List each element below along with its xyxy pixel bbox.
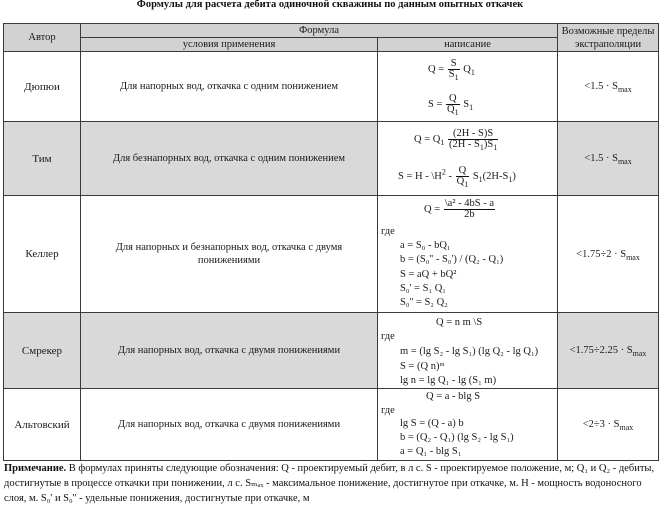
limit-cell: $<1.75\div 2 \cdot S_{max}$ (558, 196, 659, 313)
formula-line: Q = $\frac{S}{S_1}$ $Q_1$ (428, 58, 475, 83)
table-row (4, 389, 659, 461)
formula-line: a = Q₁ - blg S₁ (400, 446, 462, 457)
formula-line: S = $\frac{Q}{Q_1}$ $S_1$ (428, 93, 474, 118)
formula-line: b = (Q₂ - Q₁) (lg S₂ - lg S₁) (400, 432, 514, 443)
author-cell: Альтовский (4, 389, 81, 461)
table-row (4, 313, 659, 389)
conditions-cell: Для напорных вод, откачка с двумя понижениями (81, 389, 378, 461)
formula-line: $Q = Q_1$ $\frac{(2H - S)S}{(2H - S_1)S_1}$ (414, 128, 498, 153)
limit-cell: $<2\div 3 \cdot S_{max}$ (558, 389, 659, 461)
header-formula: Формула (81, 24, 558, 38)
where-label: где (381, 226, 395, 237)
formula-line: Q = $\frac{\text{\textbackslash{}a² - 4bS - a}}{2b}$ (424, 198, 494, 220)
table-row (4, 122, 659, 196)
author-cell: Тим (4, 122, 81, 196)
conditions-cell: Для безнапорных вод, откачка с одним понижением (81, 122, 378, 196)
page-title: Формулы для расчета дебита одиночной скважины по данным опытных откачек (136, 0, 524, 10)
limit-cell: $<1.5 \cdot S_{max}$ (558, 122, 659, 196)
table-row (4, 196, 659, 313)
formula-line: Q = a - blg S (426, 391, 481, 402)
header-conditions: условия применения (81, 38, 378, 52)
formula-line: S₀'' = S₂ Q₂ (400, 297, 448, 308)
conditions-cell: Для напорных вод, откачка с одним понижением (81, 52, 378, 122)
formula-cell (378, 313, 558, 389)
formula-line: Q = n m \S (436, 317, 483, 328)
formula-cell (378, 196, 558, 313)
conditions-cell: Для напорных и безнапорных вод, откачка с двумя понижениями (81, 196, 378, 313)
formula-line: S = aQ + bQ² (400, 269, 457, 280)
author-cell: Дюпюи (4, 52, 81, 122)
header-limits: Возможные пределы экстраполяции (558, 24, 659, 52)
table-row (4, 52, 659, 122)
formula-line: b = (S₀'' - S₀') / (Q₂ - Q₁) (400, 254, 504, 265)
where-label: где (381, 405, 395, 416)
formula-line: S₀' = S₁ Q₁ (400, 283, 446, 294)
author-cell: Келлер (4, 196, 81, 313)
footnote (4, 461, 656, 506)
formula-line: m = (lg S₂ - lg S₁) (lg Q₂ - lg Q₁) (400, 346, 539, 357)
author-cell: Смрекер (4, 313, 81, 389)
formula-cell (378, 122, 558, 196)
conditions-cell: Для напорных вод, откачка с двумя понижениями (81, 313, 378, 389)
footnote-label: Примечание. (4, 463, 67, 474)
header-notation: написание (378, 38, 558, 52)
where-label: где (381, 331, 395, 342)
formula-table (3, 23, 659, 461)
formula-line: lg S = (Q - a) b (400, 418, 464, 429)
formula-cell (378, 52, 558, 122)
footnote-text: В формулах приняты следующие обозначения: Q - проектируемый дебит, в л с. S - проектируемое положение, м; Q₁ и Q₂ - дебиты, достигнутые в процессе откачки при понижении, л с. Sₘₐₓ - максимальное понижение, достигнутое при откачке, м. H - мощность водоносного слоя, м. S₀' и S₀'' - удельные понижения, достигнутые при откачке, м (4, 463, 655, 504)
formula-cell (378, 389, 558, 461)
header-author: Автор (4, 24, 81, 52)
limit-cell: $<1.5 \cdot S_{max}$ (558, 52, 659, 122)
formula-line: a = S₀ - bQ₁ (400, 240, 451, 251)
formula-line: lg n = lg Q₁ - lg (S₁ m) (400, 375, 497, 386)
formula-line: $S = H - \backslash H^2$ - $\frac{Q}{Q_1}$ $S_1(2H-S_1)$ (398, 165, 516, 190)
formula-line: S = (Q n)ᵐ (400, 361, 445, 372)
limit-cell: $<1.75\div 2.25 \cdot S_{max}$ (558, 313, 659, 389)
